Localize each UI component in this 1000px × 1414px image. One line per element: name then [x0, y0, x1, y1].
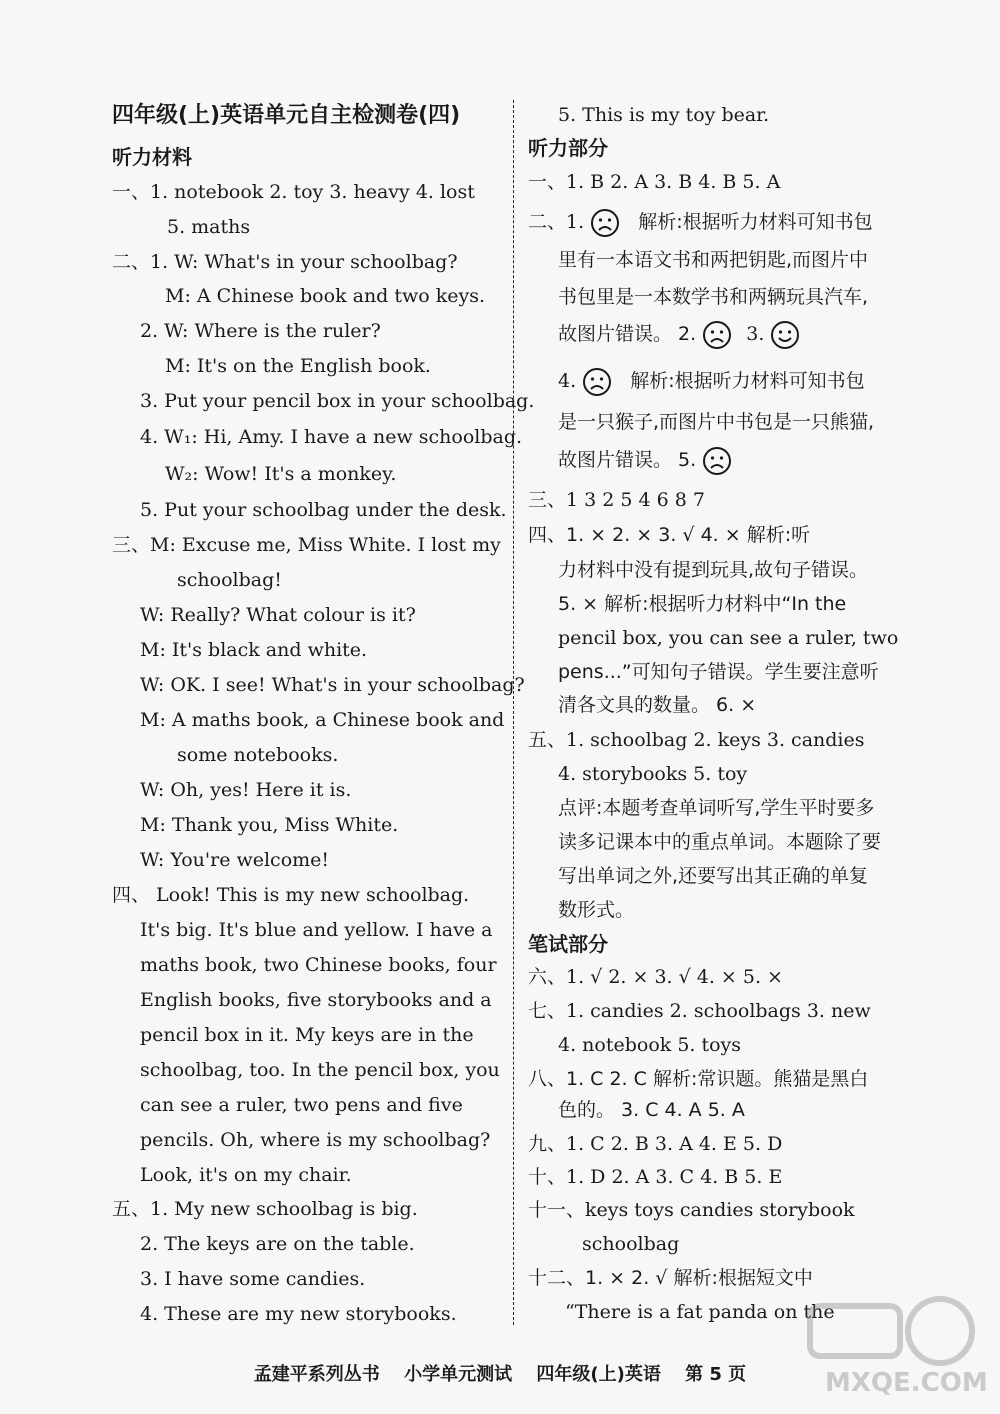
left-line: 五、1. My new schoolbag is big. — [112, 1198, 418, 1220]
answer-text: 故图片错误。 5. — [558, 449, 697, 471]
left-line: It's big. It's blue and yellow. I have a — [140, 919, 493, 941]
left-line: W: Oh, yes! Here it is. — [140, 779, 352, 801]
left-line: M: It's on the English book. — [165, 355, 431, 377]
right-line: 点评:本题考查单词听写,学生平时要多 — [558, 797, 875, 819]
left-line: 2. The keys are on the table. — [140, 1233, 415, 1255]
right-line: 十二、1. × 2. √ 解析:根据短文中 — [528, 1267, 813, 1289]
section-heading-listening-material: 听力材料 — [112, 145, 192, 169]
left-line: 二、1. W: What's in your schoolbag? — [112, 251, 458, 273]
right-line: 三、1 3 2 5 4 6 8 7 — [528, 489, 705, 511]
left-line: W₂: Wow! It's a monkey. — [165, 463, 397, 485]
right-line: 写出单词之外,还要写出其正确的单复 — [558, 865, 869, 887]
right-line — [558, 320, 800, 350]
section-heading-listening: 听力部分 — [528, 136, 608, 160]
left-line: some notebooks. — [177, 744, 339, 766]
right-line: 4. storybooks 5. toy — [558, 763, 748, 785]
right-line: 里有一本语文书和两把钥匙,而图片中 — [558, 249, 869, 271]
watermark-logo — [790, 1286, 990, 1406]
right-line — [558, 367, 865, 397]
left-line: 3. Put your pencil box in your schoolbag. — [140, 390, 535, 412]
right-line: 十一、keys toys candies storybook — [528, 1199, 855, 1221]
right-line — [528, 208, 873, 238]
section-heading-written: 笔试部分 — [528, 932, 608, 956]
left-line: W: You're welcome! — [140, 849, 330, 871]
left-line: 三、M: Excuse me, Miss White. I lost my — [112, 534, 501, 556]
left-line: M: It's black and white. — [140, 639, 368, 661]
left-line: 4. W₁: Hi, Amy. I have a new schoolbag. — [140, 426, 523, 448]
right-line: 书包里是一本数学书和两辆玩具汽车, — [558, 286, 869, 308]
right-line: 读多记课本中的重点单词。本题除了要 — [558, 831, 882, 853]
right-line: 四、1. × 2. × 3. √ 4. × 解析:听 — [528, 524, 811, 546]
left-line: Look, it's on my chair. — [140, 1164, 352, 1186]
left-line: 4. These are my new storybooks. — [140, 1303, 457, 1325]
left-line: 2. W: Where is the ruler? — [140, 320, 381, 342]
watermark-text: MXQE.COM — [825, 1368, 988, 1398]
right-line: 五、1. schoolbag 2. keys 3. candies — [528, 729, 865, 751]
left-line: W: Really? What colour is it? — [140, 604, 416, 626]
footer-book: 小学单元测试 — [404, 1364, 513, 1385]
left-line: maths book, two Chinese books, four — [140, 954, 497, 976]
right-line: schoolbag — [582, 1233, 680, 1255]
left-line: M: A Chinese book and two keys. — [165, 285, 486, 307]
right-line: 数形式。 — [558, 899, 635, 921]
left-line: 5. Put your schoolbag under the desk. — [140, 499, 507, 521]
left-line: 四、 Look! This is my new schoolbag. — [112, 884, 470, 906]
answer-label: 4. — [558, 370, 577, 392]
answer-label: 3. — [746, 323, 765, 345]
left-line: M: Thank you, Miss White. — [140, 814, 399, 836]
left-line: 3. I have some candies. — [140, 1268, 366, 1290]
left-line: English books, five storybooks and a — [140, 989, 492, 1011]
left-line: pencils. Oh, where is my schoolbag? — [140, 1129, 491, 1151]
right-line: 十、1. D 2. A 3. C 4. B 5. E — [528, 1166, 783, 1188]
answer-label: 二、1. — [528, 211, 585, 233]
right-line: 色的。 3. C 4. A 5. A — [558, 1099, 745, 1121]
analysis-text: 解析:根据听力材料可知书包 — [638, 211, 873, 233]
happy-face-icon — [770, 320, 800, 350]
answer-text: 故图片错误。 2. — [558, 323, 697, 345]
sad-face-icon — [582, 367, 612, 397]
right-line: 4. notebook 5. toys — [558, 1034, 742, 1056]
right-line: 六、1. √ 2. × 3. √ 4. × 5. × — [528, 966, 783, 988]
left-line: pencil box in it. My keys are in the — [140, 1024, 474, 1046]
right-line: 八、1. C 2. C 解析:常识题。熊猫是黑白 — [528, 1068, 869, 1090]
right-line: 力材料中没有提到玩具,故句子错误。 — [558, 559, 869, 581]
left-line: schoolbag, too. In the pencil box, you — [140, 1059, 500, 1081]
left-line: 一、1. notebook 2. toy 3. heavy 4. lost — [112, 181, 475, 203]
right-line: 5. × 解析:根据听力材料中“In the — [558, 593, 847, 615]
left-line: can see a ruler, two pens and five — [140, 1094, 463, 1116]
analysis-text: 解析:根据听力材料可知书包 — [630, 370, 865, 392]
right-line: 七、1. candies 2. schoolbags 3. new — [528, 1000, 871, 1022]
right-line: 5. This is my toy bear. — [558, 104, 770, 126]
right-line: 是一只猴子,而图片中书包是一只熊猫, — [558, 411, 875, 433]
right-line: “There is a fat panda on the — [565, 1301, 835, 1323]
right-line — [558, 446, 732, 476]
right-line: 一、1. B 2. A 3. B 4. B 5. A — [528, 171, 781, 193]
sad-face-icon — [702, 320, 732, 350]
page-title: 四年级(上)英语单元自主检测卷(四) — [112, 103, 461, 128]
right-line: pencil box, you can see a ruler, two — [558, 627, 899, 649]
right-line: 九、1. C 2. B 3. A 4. E 5. D — [528, 1133, 783, 1155]
left-line: 5. maths — [167, 216, 251, 238]
footer-page: 第 5 页 — [685, 1364, 747, 1385]
right-line: 清各文具的数量。 6. × — [558, 694, 757, 716]
column-divider — [513, 100, 514, 1325]
footer-grade: 四年级(上)英语 — [536, 1364, 661, 1385]
footer-series: 孟建平系列丛书 — [253, 1364, 380, 1385]
left-line: schoolbag! — [177, 569, 282, 591]
left-line: M: A maths book, a Chinese book and — [140, 709, 505, 731]
sad-face-icon — [590, 208, 620, 238]
right-line: pens...”可知句子错误。学生要注意听 — [558, 661, 879, 683]
left-line: W: OK. I see! What's in your schoolbag? — [140, 674, 525, 696]
sad-face-icon — [702, 446, 732, 476]
